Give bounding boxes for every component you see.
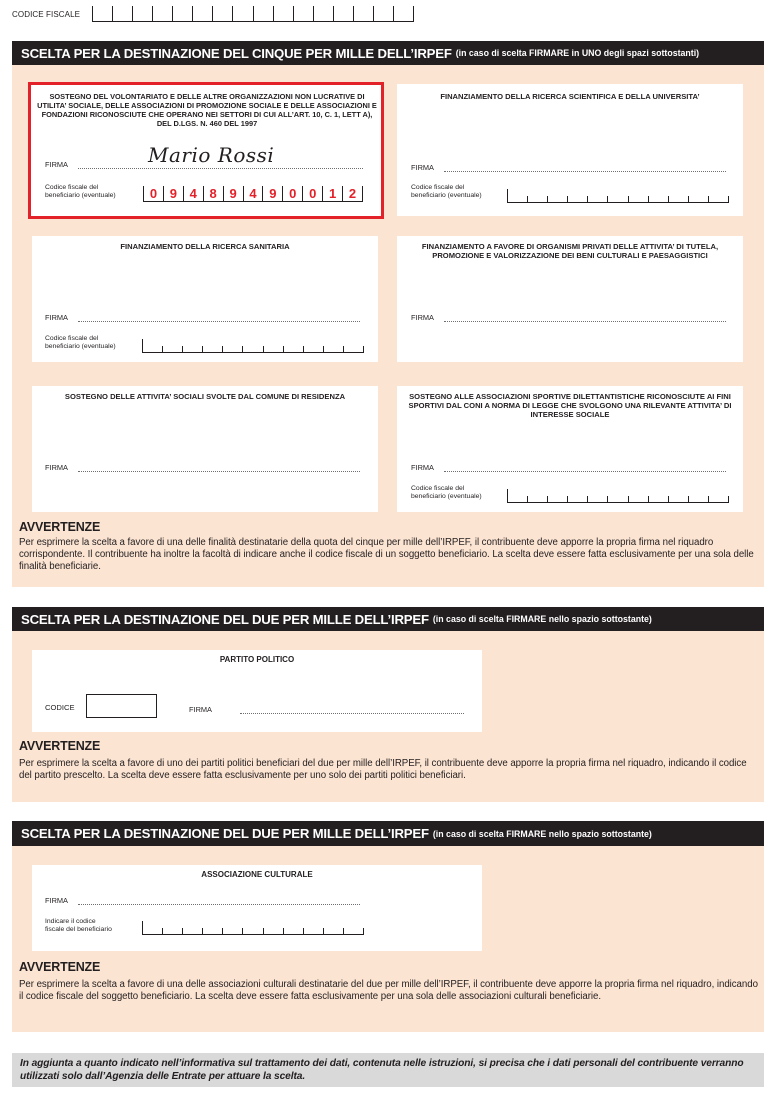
avvertenze-title: AVVERTENZE [19, 739, 101, 753]
cf-digit: 2 [342, 186, 363, 201]
section-title: SCELTA PER LA DESTINAZIONE DEL DUE PER MILLE DELL’IRPEF [21, 826, 429, 841]
cf-digit: 4 [183, 186, 203, 201]
cf-associazione-input[interactable] [142, 921, 364, 935]
cf-beneficiario-input[interactable] [142, 339, 364, 353]
codice-fiscale-input[interactable] [92, 6, 414, 22]
avvertenze-text: Per esprimere la scelta a favore di una delle associazioni culturali destinatarie del due per mille dell’IRPEF, il contribuente deve apporre la propria firma nel riquadro, indicando il codice fiscale del soggetto beneficiario. La scelta deve essere fatta esclusivamente per una sola delle associazioni culturali beneficiarie. [19, 979, 758, 1003]
box-partito-politico-title: PARTITO POLITICO [219, 655, 295, 664]
cf-beneficiario-digits[interactable] [143, 186, 363, 202]
cf-digit: 9 [223, 186, 243, 201]
section-note: (in caso di scelta FIRMARE in UNO degli spazi sottostanti) [455, 48, 700, 58]
signature-mario-rossi: Mario Rossi [148, 143, 275, 167]
firma-label: FIRMA [45, 896, 68, 905]
avvertenze-text: Per esprimere la scelta a favore di uno dei partiti politici beneficiari del due per mille dell’IRPEF, il contribuente deve apporre la propria firma nel riquadro, indicando il codice del partito prescelto. La scelta deve essere fatta esclusivamente per uno solo dei partiti politici beneficiari. [19, 758, 747, 782]
firma-label: FIRMA [189, 705, 212, 714]
cf-beneficiario-input[interactable] [507, 489, 729, 503]
codice-fiscale-label: CODICE FISCALE [12, 10, 81, 19]
firma-label: FIRMA [45, 463, 68, 472]
section-header-due-per-mille-partito [12, 607, 764, 631]
firma-label: FIRMA [45, 313, 68, 322]
firma-row-comune-residenza[interactable] [45, 463, 360, 472]
section-header-cinque-per-mille [12, 41, 764, 65]
box-associazione-culturale-title: ASSOCIAZIONE CULTURALE [201, 870, 313, 879]
cf-digit: 9 [262, 186, 282, 201]
avvertenze-title: AVVERTENZE [19, 960, 101, 974]
section-note: (in caso di scelta FIRMARE nello spazio sottostante) [432, 614, 652, 624]
cf-digit: 0 [302, 186, 322, 201]
avvertenze-text: Per esprimere la scelta a favore di una delle finalità destinatarie della quota del cinque per mille dell’IRPEF, il contribuente deve apporre la propria firma nel riquadro corrispondente. Il contribuente ha inoltre la facoltà di indicare anche il codice fiscale di un soggetto beneficiario. La scelta deve essere fatta esclusivamente per una sola delle finalità beneficiarie. [19, 537, 754, 573]
cf-digit: 9 [163, 186, 183, 201]
firma-row-partito[interactable] [189, 705, 464, 714]
section-note: (in caso di scelta FIRMARE nello spazio sottostante) [432, 828, 652, 839]
firma-label: FIRMA [411, 463, 434, 472]
firma-row-beni-culturali[interactable] [411, 313, 726, 322]
box-volontariato-title: SOSTEGNO DEL VOLONTARIATO E DELLE ALTRE ORGANIZZAZIONI NON LUCRATIVE DI UTILITA’ SOCIALE, DELLE ASSOCIAZIONI DI PROMOZIONE SOCIALE E DELLE ASSOCIAZIONI E FONDAZIONI RICONOSCIUTE CHE OPERANO NEI SETTORI DI CUI ALL’ART. 10, C. 1, LETT A), DEL D.LGS. N. 460 DEL 1997 [37, 92, 377, 128]
firma-label: FIRMA [45, 160, 68, 169]
box-beni-culturali-title: FINANZIAMENTO A FAVORE DI ORGANISMI PRIVATI DELLE ATTIVITA’ DI TUTELA, PROMOZIONE E VALORIZZAZIONE DEI BENI CULTURALI E PAESAGGISTICI [421, 242, 719, 260]
codice-label: CODICE [45, 703, 75, 712]
firma-row-ricerca-sanitaria[interactable] [45, 313, 360, 322]
box-ricerca-scientifica-title: FINANZIAMENTO DELLA RICERCA SCIENTIFICA E DELLA UNIVERSITA’ [440, 92, 700, 101]
box-comune-residenza-title: SOSTEGNO DELLE ATTIVITA’ SOCIALI SVOLTE DAL COMUNE DI RESIDENZA [64, 392, 346, 401]
section-header-due-per-mille-cultura [12, 821, 764, 846]
privacy-note: In aggiunta a quanto indicato nell’informativa sul trattamento dei dati, contenuta nelle istruzioni, si precisa che i dati personali del contribuente verranno utilizzati solo dall’Agenzia delle Entrate per attuare la scelta. [12, 1053, 764, 1087]
cf-digit: 0 [143, 186, 163, 201]
firma-label: FIRMA [411, 163, 434, 172]
avvertenze-title: AVVERTENZE [19, 520, 101, 534]
cf-beneficiario-label: Codice fiscale del beneficiario (eventuale) [45, 335, 116, 350]
cf-beneficiario-label: Codice fiscale del beneficiario (eventuale) [411, 485, 482, 500]
cf-beneficiario-input[interactable] [507, 189, 729, 203]
box-ricerca-sanitaria-title: FINANZIAMENTO DELLA RICERCA SANITARIA [120, 242, 290, 251]
box-associazioni-sportive-title: SOSTEGNO ALLE ASSOCIAZIONI SPORTIVE DILETTANTISTICHE RICONOSCIUTE AI FINI SPORTIVI DAL CONI A NORMA DI LEGGE CHE SVOLGONO UNA RILEVANTE ATTIVITA’ DI INTERESSE SOCIALE [408, 392, 732, 419]
box-comune-residenza [32, 386, 378, 512]
firma-row-associazione-culturale[interactable] [45, 896, 360, 905]
section-title: SCELTA PER LA DESTINAZIONE DEL DUE PER MILLE DELL’IRPEF [21, 611, 429, 627]
cf-beneficiario-label: Codice fiscale del beneficiario (eventuale) [45, 184, 116, 199]
indicare-cf-label: Indicare il codice fiscale del beneficiario [45, 918, 112, 933]
cf-digit: 1 [322, 186, 342, 201]
firma-label: FIRMA [411, 313, 434, 322]
codice-partito-input[interactable] [86, 694, 157, 718]
cf-digit: 4 [243, 186, 263, 201]
firma-row-associazioni-sportive[interactable] [411, 463, 726, 472]
cf-digit: 8 [203, 186, 223, 201]
section-title: SCELTA PER LA DESTINAZIONE DEL CINQUE PER MILLE DELL’IRPEF [21, 45, 452, 61]
firma-row-ricerca-scientifica[interactable] [411, 163, 726, 172]
cf-beneficiario-label: Codice fiscale del beneficiario (eventuale) [411, 184, 482, 199]
cf-digit: 0 [282, 186, 302, 201]
